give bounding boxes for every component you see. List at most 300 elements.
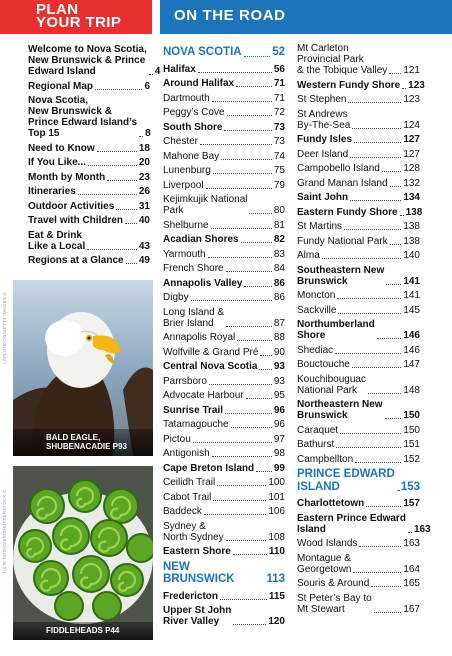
dot-leader <box>208 257 272 258</box>
dot-leader <box>213 173 272 174</box>
dot-leader <box>355 462 401 463</box>
region-entry-south-shore[interactable] <box>163 122 285 133</box>
entry-page: 90 <box>273 346 285 358</box>
dot-leader <box>126 263 137 264</box>
entry-label: Kouchibouguac National Park <box>297 373 366 396</box>
entry-page: 86 <box>273 277 285 289</box>
place-entry-montague-georgetown[interactable] <box>297 553 420 575</box>
dot-leader <box>354 142 401 143</box>
entry-page: 95 <box>273 390 285 401</box>
place-entry-french-shore[interactable] <box>163 263 285 274</box>
entry-label: Acadian Shores <box>163 234 239 245</box>
entry-page: 83 <box>273 248 285 260</box>
plan-header-line2: YOUR TRIP <box>36 14 122 31</box>
entry-label: Dartmouth <box>163 92 210 104</box>
entry-label: Central Nova Scotia <box>163 361 258 372</box>
region-entry-halifax[interactable] <box>163 64 285 75</box>
place-entry-st-andrews-by-the-sea[interactable] <box>297 109 420 131</box>
dot-leader <box>116 209 137 210</box>
entry-page: 71 <box>273 78 285 89</box>
entry-label: Western Fundy Shore <box>297 79 401 91</box>
region-entry-around-halifax[interactable] <box>163 78 285 89</box>
dot-leader <box>256 471 272 472</box>
plan-item-page: 6 <box>144 80 150 92</box>
plan-item-page: 43 <box>138 240 150 252</box>
entry-page: 100 <box>268 477 285 488</box>
plan-item-month-by-month[interactable] <box>28 172 150 183</box>
place-entry-advocate-harbour[interactable] <box>163 390 285 401</box>
entry-label: Wood Islands <box>297 538 358 549</box>
entry-label: Eastern Fundy Shore <box>297 206 398 218</box>
place-entry-parrsboro[interactable] <box>163 376 285 387</box>
entry-page: 127 <box>403 148 420 160</box>
dot-leader <box>204 514 266 515</box>
entry-label: Wolfville & Grand Pré <box>163 346 259 358</box>
place-entry-bouctouche[interactable] <box>297 359 420 370</box>
entry-label: Advocate Harbour <box>163 390 244 401</box>
bald-eagle-photo <box>13 280 153 456</box>
section-heading-nova-scotia[interactable] <box>163 46 285 59</box>
fiddleheads-photo <box>13 466 153 640</box>
dot-leader <box>335 353 401 354</box>
plan-item-page: 18 <box>138 142 150 154</box>
place-entry-mahone-bay[interactable] <box>163 151 285 162</box>
entry-page: 147 <box>403 359 420 370</box>
dot-leader <box>191 300 272 301</box>
dot-leader <box>402 88 406 89</box>
entry-label: Eastern Shore <box>163 546 231 557</box>
plan-item-label: Month by Month <box>28 171 106 183</box>
place-entry-souris-around[interactable] <box>297 578 420 589</box>
entry-page: 167 <box>403 603 420 615</box>
entry-page: 97 <box>273 433 285 445</box>
plan-item-label: Outdoor Activities <box>28 200 115 212</box>
entry-page: 138 <box>405 206 423 218</box>
entry-page: 138 <box>403 221 420 232</box>
place-entry-chester[interactable] <box>163 136 285 147</box>
entry-page: 164 <box>403 563 420 575</box>
dot-leader <box>107 180 137 181</box>
dot-leader <box>348 102 401 103</box>
dot-leader <box>386 284 401 285</box>
dot-leader <box>350 157 401 158</box>
place-entry-cabot-trail[interactable] <box>163 492 285 503</box>
plan-item-travel-with-children[interactable] <box>28 215 150 226</box>
entry-label: Pictou <box>163 433 191 445</box>
entry-label: Halifax <box>163 63 196 75</box>
entry-label: Campobello Island <box>297 163 380 174</box>
region-entry-eastern-shore[interactable] <box>163 546 285 557</box>
entry-label: Lunenburg <box>163 165 211 176</box>
entry-label: Antigonish <box>163 448 210 459</box>
entry-page: 163 <box>413 523 431 535</box>
entry-label: St Andrews By-The-Sea <box>297 108 351 131</box>
entry-page: 115 <box>268 590 285 602</box>
place-entry-st-martins[interactable] <box>297 221 420 232</box>
dot-leader <box>226 271 272 272</box>
plan-item-itineraries[interactable] <box>28 186 150 197</box>
plan-item-label: Regional Map <box>28 80 94 92</box>
entry-page: 127 <box>403 134 420 145</box>
entry-label: St Stephen <box>297 94 347 105</box>
dot-leader <box>344 229 401 230</box>
on-the-road-header: ON THE ROAD <box>160 0 452 34</box>
entry-page: 99 <box>273 462 285 474</box>
entry-label: Cape Breton Island <box>163 462 255 474</box>
dot-leader <box>212 456 272 457</box>
region-entry-fundy-isles[interactable] <box>297 134 420 145</box>
dot-leader <box>125 223 137 224</box>
dot-leader <box>87 249 137 250</box>
plan-item-label: Regions at a Glance <box>28 255 124 266</box>
dot-leader <box>97 151 137 152</box>
dot-leader <box>389 73 401 74</box>
entry-label: Tatamagouche <box>163 419 229 430</box>
dot-leader <box>368 393 401 394</box>
dot-leader <box>350 200 401 201</box>
dot-leader <box>371 586 401 587</box>
dot-leader <box>226 540 267 541</box>
entry-page: 74 <box>273 150 285 162</box>
entry-label: French Shore <box>163 263 224 274</box>
place-entry-fundy-national-park[interactable] <box>297 236 420 247</box>
entry-label: St Martins <box>297 221 343 232</box>
entry-label: Around Halifax <box>163 78 235 89</box>
entry-page: 73 <box>273 121 285 133</box>
dot-leader <box>78 194 137 195</box>
entry-page: 93 <box>273 361 285 372</box>
entry-label: Digby <box>163 292 189 303</box>
entry-label: Annapolis Valley <box>163 277 243 289</box>
entry-label: Southeastern New Brunswick <box>297 264 385 287</box>
entry-page: 93 <box>273 375 285 387</box>
entry-page: 113 <box>266 573 285 585</box>
place-entry-campbellton[interactable] <box>297 454 420 465</box>
dot-leader <box>213 500 266 501</box>
plan-item-regional-map[interactable] <box>28 81 150 92</box>
entry-label: Shelburne <box>163 219 209 231</box>
entry-label: Deer Island <box>297 148 349 160</box>
plan-item-label: If You Like... <box>28 157 86 168</box>
place-entry-lunenburg[interactable] <box>163 165 285 176</box>
dot-leader <box>259 369 271 370</box>
plan-item-label: Eat & Drink Like a Local <box>28 229 86 252</box>
place-entry-st-peters-bay-to-mt-stewart[interactable] <box>297 593 420 615</box>
dot-leader <box>260 355 271 356</box>
place-entry-tatamagouche[interactable] <box>163 419 285 430</box>
dot-leader <box>390 244 402 245</box>
plan-item-page: 23 <box>138 171 150 183</box>
place-entry-sackville[interactable] <box>297 305 420 316</box>
entry-label: Mt Carleton Provincial Park & the Tobique Valley <box>297 43 388 76</box>
entry-page: 121 <box>403 65 420 76</box>
entry-page: 72 <box>273 107 285 118</box>
dot-leader <box>217 485 266 486</box>
entry-page: 134 <box>403 192 420 203</box>
entry-page: 98 <box>273 448 285 459</box>
on-the-road-column-1 <box>163 43 285 631</box>
fiddleheads-photo-credit: JULIE DESHAIES/SHUTTERSTOCK © <box>2 489 7 574</box>
entry-page: 106 <box>268 506 285 517</box>
entry-page: 151 <box>403 439 420 450</box>
dot-leader <box>233 624 266 625</box>
entry-label: Sackville <box>297 304 337 316</box>
entry-page: 165 <box>403 578 420 589</box>
dot-leader <box>236 86 272 87</box>
dot-leader <box>366 506 401 507</box>
dot-leader <box>336 447 401 448</box>
entry-page: 141 <box>403 275 420 287</box>
region-entry-eastern-fundy-shore[interactable] <box>297 206 423 218</box>
bald-eagle-caption-line1: BALD EAGLE, <box>46 433 101 442</box>
place-entry-shelburne[interactable] <box>163 220 285 231</box>
entry-page: 120 <box>268 616 285 627</box>
plan-header-line1: PLAN <box>36 1 79 18</box>
dot-leader <box>244 56 271 57</box>
plan-item-label: Need to Know <box>28 142 95 154</box>
place-entry-st-stephen[interactable] <box>297 94 420 105</box>
place-entry-sydney-north-sydney[interactable] <box>163 521 285 543</box>
entry-label: PRINCE EDWARD ISLAND <box>297 468 395 493</box>
dot-leader <box>193 442 272 443</box>
dot-leader <box>353 572 401 573</box>
section-heading-new-brunswick[interactable] <box>163 561 285 586</box>
place-entry-liverpool[interactable] <box>163 180 285 191</box>
dot-leader <box>241 242 272 243</box>
entry-page: 123 <box>408 79 425 91</box>
region-entry-fredericton[interactable] <box>163 591 285 602</box>
dot-leader <box>390 186 402 187</box>
dot-leader <box>225 413 272 414</box>
place-entry-ceilidh-trail[interactable] <box>163 477 285 488</box>
place-entry-dartmouth[interactable] <box>163 93 285 104</box>
dot-leader <box>359 546 401 547</box>
entry-label: Long Island & Brier Island <box>163 306 225 329</box>
region-entry-southeastern-new-brunswick[interactable] <box>297 265 420 287</box>
dot-leader <box>224 130 271 131</box>
plan-item-need-to-know[interactable] <box>28 143 150 154</box>
plan-your-trip-header <box>0 0 152 34</box>
place-entry-grand-manan-island[interactable] <box>297 178 420 189</box>
plan-item-label: Travel with Children <box>28 215 124 226</box>
dot-leader <box>221 159 272 160</box>
plan-item-page: 31 <box>138 200 150 212</box>
region-entry-acadian-shores[interactable] <box>163 234 285 245</box>
entry-label: Peggy’s Cove <box>163 107 225 118</box>
plan-item-if-you-like[interactable] <box>28 157 150 168</box>
region-entry-saint-john[interactable] <box>297 192 420 203</box>
dot-leader <box>200 144 272 145</box>
dot-leader <box>408 532 412 533</box>
dot-leader <box>397 490 399 491</box>
entry-page: 84 <box>273 263 285 274</box>
entry-label: Mahone Bay <box>163 150 220 162</box>
eagle-photo-credit: LAPLONDON/GETTY IMAGES © <box>2 291 7 364</box>
entry-label: Charlottetown <box>297 498 365 509</box>
plan-item-label: Itineraries <box>28 186 76 197</box>
place-entry-kouchibouguac-national-park[interactable] <box>297 374 420 396</box>
dot-leader <box>209 384 272 385</box>
entry-page: 146 <box>403 344 420 356</box>
entry-label: Bathurst <box>297 439 335 450</box>
entry-label: NEW BRUNSWICK <box>163 560 235 585</box>
dot-leader <box>382 171 401 172</box>
on-the-road-column-2 <box>297 43 431 618</box>
plan-item-regions-at-a-glance[interactable] <box>28 255 150 266</box>
dot-leader <box>198 72 272 73</box>
region-entry-cape-breton-island[interactable] <box>163 463 285 474</box>
dot-leader <box>139 136 143 137</box>
place-entry-mt-carleton-provincial-park-the-tobique-valley[interactable] <box>297 43 420 76</box>
plan-item-welcome-to-nova-scotia-new-brunswick-prince-edward-island[interactable] <box>28 44 161 77</box>
place-entry-wolfville-grand-pr[interactable] <box>163 347 285 358</box>
dot-leader <box>352 367 401 368</box>
plan-item-page: 26 <box>138 186 150 197</box>
place-entry-pictou[interactable] <box>163 434 285 445</box>
entry-page: 146 <box>403 330 420 341</box>
region-entry-annapolis-valley[interactable] <box>163 278 285 289</box>
entry-page: 123 <box>403 94 420 105</box>
place-entry-kejimkujik-national-park[interactable] <box>163 194 285 216</box>
entry-label: Yarmouth <box>163 248 206 260</box>
place-entry-digby[interactable] <box>163 292 285 303</box>
dot-leader <box>400 215 404 216</box>
region-entry-central-nova-scotia[interactable] <box>163 361 285 372</box>
entry-page: 150 <box>403 424 420 436</box>
entry-label: Shediac <box>297 344 334 356</box>
plan-item-nova-scotia-new-brunswick-prince-edward-islands-top-15[interactable] <box>28 95 150 139</box>
dot-leader <box>338 313 401 314</box>
entry-page: 110 <box>268 546 285 557</box>
fiddleheads-caption <box>13 622 153 640</box>
plan-item-outdoor-activities[interactable] <box>28 201 150 212</box>
entry-page: 81 <box>273 219 285 231</box>
entry-page: 124 <box>403 119 420 131</box>
dot-leader <box>340 433 401 434</box>
dot-leader <box>322 258 402 259</box>
entry-label: Upper St John River Valley <box>163 605 232 627</box>
dot-leader <box>244 286 271 287</box>
bald-eagle-caption <box>13 429 153 456</box>
region-entry-eastern-prince-edward-island[interactable] <box>297 512 431 535</box>
dot-leader <box>237 340 272 341</box>
entry-page: 128 <box>403 163 420 174</box>
dot-leader <box>206 188 272 189</box>
place-entry-caraquet[interactable] <box>297 425 420 436</box>
place-entry-bathurst[interactable] <box>297 439 420 450</box>
entry-page: 148 <box>403 384 420 396</box>
entry-page: 56 <box>273 63 285 75</box>
place-entry-long-island-brier-island[interactable] <box>163 307 285 329</box>
entry-label: Caraquet <box>297 424 339 436</box>
place-entry-peggys-cove[interactable] <box>163 107 285 118</box>
place-entry-shediac[interactable] <box>297 345 420 356</box>
entry-label: Moncton <box>297 290 336 301</box>
plan-item-page: 49 <box>138 255 150 266</box>
entry-page: 52 <box>272 46 285 58</box>
entry-label: Bouctouche <box>297 359 350 370</box>
place-entry-yarmouth[interactable] <box>163 249 285 260</box>
entry-label: Annapolis Royal <box>163 332 236 343</box>
plan-item-label: Welcome to Nova Scotia, New Brunswick & Prince Edward Island <box>28 44 147 77</box>
dot-leader <box>227 115 272 116</box>
entry-page: 82 <box>273 234 285 245</box>
dot-leader <box>233 554 267 555</box>
place-entry-alma[interactable] <box>297 250 420 261</box>
entry-page: 132 <box>403 177 420 189</box>
entry-label: Chester <box>163 136 199 147</box>
place-entry-annapolis-royal[interactable] <box>163 332 285 343</box>
dot-leader <box>88 165 137 166</box>
entry-label: Northeastern New Brunswick <box>297 399 383 421</box>
entry-page: 163 <box>403 538 420 549</box>
place-entry-campobello-island[interactable] <box>297 163 420 174</box>
entry-page: 157 <box>403 498 420 509</box>
entry-label: Northumberland Shore <box>297 319 375 341</box>
entry-page: 101 <box>268 491 285 503</box>
region-entry-northeastern-new-brunswick[interactable] <box>297 399 420 421</box>
entry-label: Souris & Around <box>297 578 370 589</box>
entry-page: 71 <box>273 92 285 104</box>
entry-page: 152 <box>403 453 420 465</box>
entry-page: 86 <box>273 292 285 303</box>
region-entry-upper-st-john-river-valley[interactable] <box>163 605 285 627</box>
place-entry-wood-islands[interactable] <box>297 538 420 549</box>
entry-label: Ceilidh Trail <box>163 477 216 488</box>
fiddleheads-caption-text: FIDDLEHEADS P44 <box>46 626 120 635</box>
section-heading-prince-edward-island[interactable] <box>297 468 420 493</box>
plan-item-eat-drink-like-a-local[interactable] <box>28 230 150 252</box>
place-entry-moncton[interactable] <box>297 290 420 301</box>
place-entry-baddeck[interactable] <box>163 506 285 517</box>
dot-leader <box>246 398 272 399</box>
entry-page: 80 <box>273 205 285 216</box>
place-entry-deer-island[interactable] <box>297 149 420 160</box>
plan-item-label: Nova Scotia, New Brunswick & Prince Edward Island’s Top 15 <box>28 95 138 139</box>
entry-label: Sunrise Trail <box>163 404 224 416</box>
plan-item-page: 20 <box>138 157 150 168</box>
entry-page: 87 <box>273 317 285 329</box>
dot-leader <box>352 128 401 129</box>
plan-item-page: 4 <box>154 66 161 77</box>
dot-leader <box>149 74 153 75</box>
dot-leader <box>377 338 402 339</box>
dot-leader <box>337 298 401 299</box>
entry-label: Alma <box>297 250 320 261</box>
region-entry-western-fundy-shore[interactable] <box>297 79 425 91</box>
entry-label: Eastern Prince Edward Island <box>297 512 406 535</box>
dot-leader <box>212 101 272 102</box>
entry-label: Liverpool <box>163 179 204 191</box>
entry-label: Montague & Georgetown <box>297 552 352 575</box>
entry-label: South Shore <box>163 121 223 133</box>
entry-page: 88 <box>273 332 285 343</box>
region-entry-northumberland-shore[interactable] <box>297 319 420 341</box>
dot-leader <box>385 418 402 419</box>
entry-label: Parrsboro <box>163 375 207 387</box>
plan-your-trip-list <box>28 44 161 270</box>
region-entry-sunrise-trail[interactable] <box>163 405 285 416</box>
place-entry-antigonish[interactable] <box>163 448 285 459</box>
region-entry-charlottetown[interactable] <box>297 498 420 509</box>
dot-leader <box>231 427 272 428</box>
entry-page: 96 <box>273 404 285 416</box>
dot-leader <box>211 228 272 229</box>
entry-page: 150 <box>403 410 420 421</box>
plan-item-page: 40 <box>138 215 150 226</box>
dot-leader <box>374 612 402 613</box>
dot-leader <box>95 89 142 90</box>
